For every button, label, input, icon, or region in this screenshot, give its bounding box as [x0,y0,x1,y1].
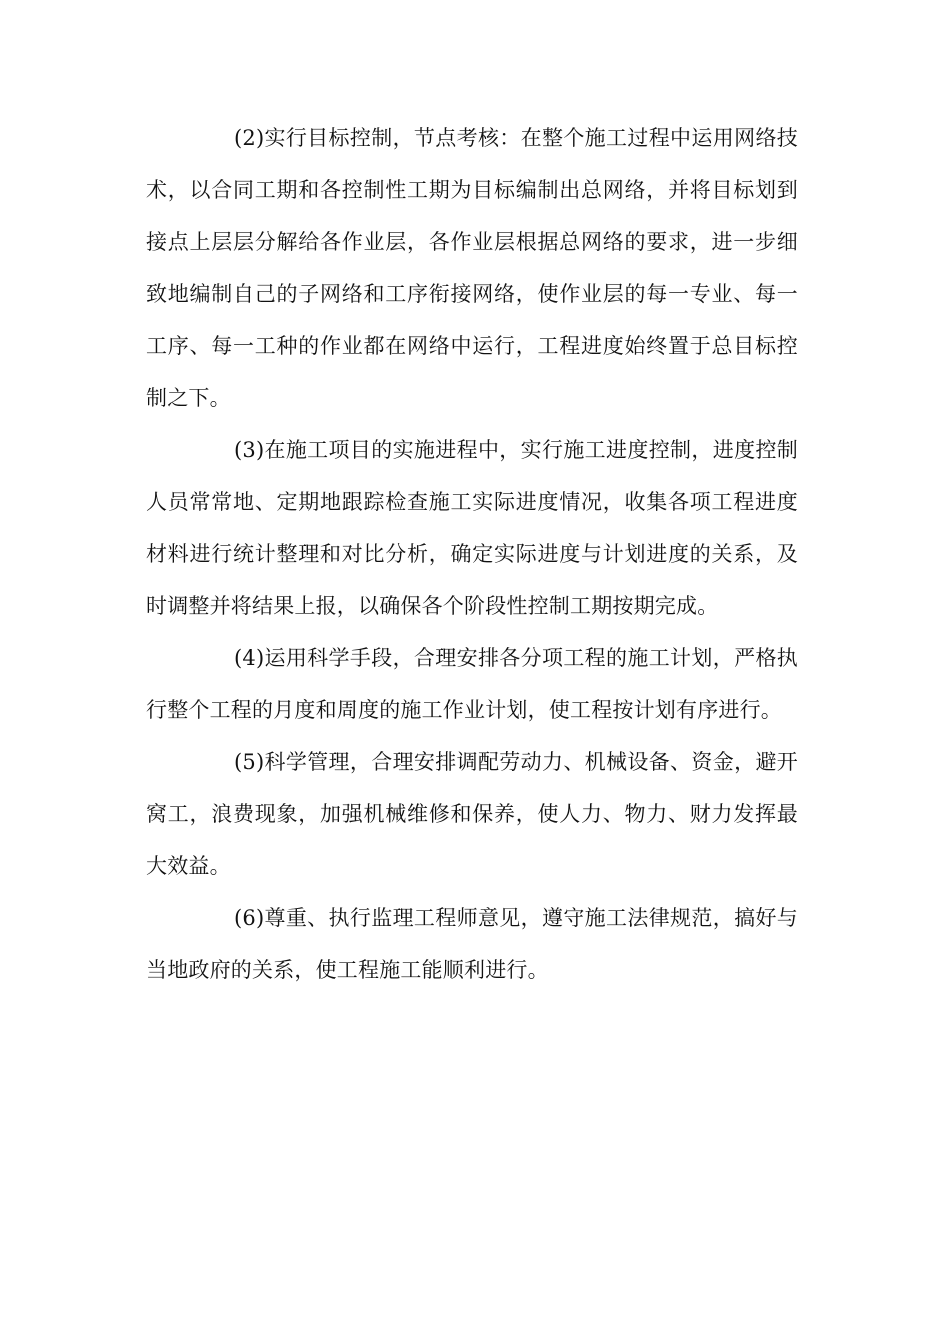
paragraph-4: (4)运用科学手段，合理安排各分项工程的施工计划，严格执行整个工程的月度和周度的施工作业计划，使工程按计划有序进行。 [146,646,798,722]
paragraph-3: (3)在施工项目的实施进程中，实行施工进度控制，进度控制人员常常地、定期地跟踪检查施工实际进度情况，收集各项工程进度材料进行统计整理和对比分析，确定实际进度与计划进度的关系，及时调整并将结果上报，以确保各个阶段性控制工期按期完成。 [146,438,798,618]
paragraph-6: (6)尊重、执行监理工程师意见，遵守施工法律规范，搞好与当地政府的关系，使工程施工能顺利进行。 [146,906,798,982]
paragraph-2: (2)实行目标控制，节点考核：在整个施工过程中运用网络技术，以合同工期和各控制性工期为目标编制出总网络，并将目标划到接点上层层分解给各作业层，各作业层根据总网络的要求，进一步细致地编制自己的子网络和工序衔接网络，使作业层的每一专业、每一工序、每一工种的作业都在网络中运行，工程进度始终置于总目标控制之下。 [146,126,798,410]
document-body [146,112,798,996]
paragraph-5: (5)科学管理，合理安排调配劳动力、机械设备、资金，避开窝工，浪费现象，加强机械维修和保养，使人力、物力、财力发挥最大效益。 [146,750,798,878]
